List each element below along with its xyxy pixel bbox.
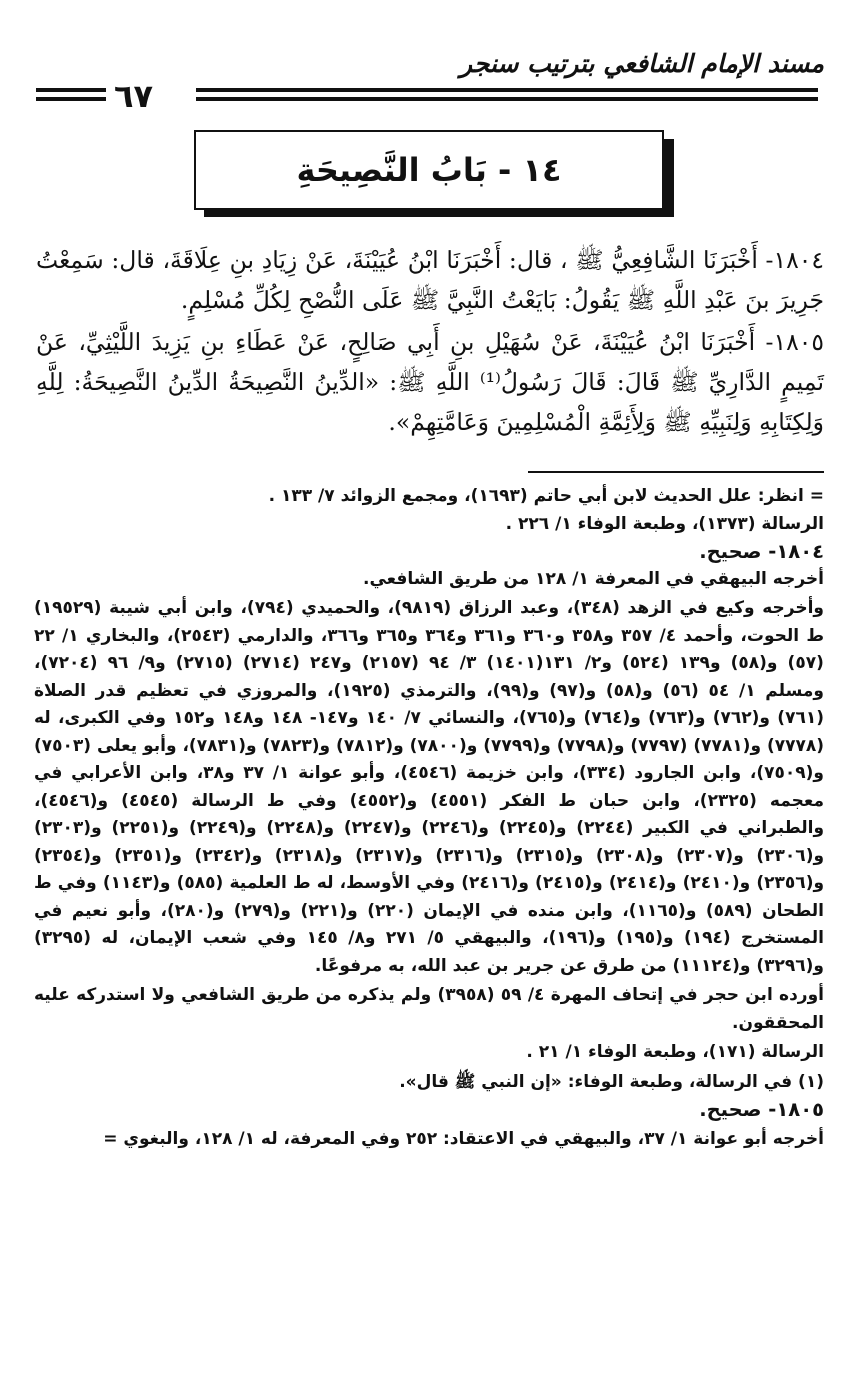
- hadith-1805: [36, 322, 824, 442]
- footnote-line: الرسالة (١٧١)، وطبعة الوفاء ١/ ٢١ .: [526, 1042, 824, 1062]
- footnote-line: الرسالة (١٣٧٣)، وطبعة الوفاء ١/ ٢٢٦ .: [505, 513, 824, 534]
- book-title: مسند الإمام الشافعي بترتيب سنجر: [460, 49, 824, 78]
- footnote-line: = انظر: علل الحديث لابن أبي حاتم (١٦٩٣)، ومجمع الزوائد ٧/ ١٣٣ .: [268, 486, 824, 506]
- footnote-line: أخرجه أبو عوانة ١/ ٣٧، والبيهقي في الاعتقاد: ٢٥٢ وفي المعرفة، له ١/ ١٢٨، والبغوي =: [103, 1128, 824, 1149]
- footnote-line: (١) في الرسالة، وطبعة الوفاء: «إن النبي ﷺ قال».: [399, 1071, 824, 1092]
- footnote-line: أورده ابن حجر في إتحاف المهرة ٤/ ٥٩ (٣٩٥٨) ولم يذكره من طريق الشافعي ولا استدركه عليه المحققون.: [34, 985, 824, 1033]
- page-number: ٦٧: [114, 77, 154, 115]
- footnote-separator: [528, 471, 824, 473]
- footnote-heading: ١٨٠٥- صحيح.: [699, 1098, 824, 1121]
- footnotes: [34, 483, 824, 1153]
- header-rule: [196, 97, 818, 101]
- footnote-line: أخرجه البيهقي في المعرفة ١/ ١٢٨ من طريق الشافعي.: [362, 568, 824, 589]
- footnote-heading: ١٨٠٤- صحيح.: [699, 540, 824, 563]
- header-rule: [196, 88, 818, 92]
- chapter-box: [194, 130, 664, 210]
- hadith-1804: [36, 240, 824, 320]
- footnote-paragraph: وأخرجه وكيع في الزهد (٣٤٨)، وعبد الرزاق (٩٨١٩)، والحميدي (٧٩٤)، وابن أبي شيبة (١٩٥٢٩) ط الحوت، وأحمد ٤/ ٣٥٧ و٣٥٨ و٣٦٠ و٣٦١ و٣٦٤ و٣٦٥ و٣٦٦، والدارمي (٢٥٤٣)، والبخاري ١/ ٢٢ (٥٧) و(٥٨) و١٣٩ (٥٢٤) و٢/ ١٣١(١٤٠١) ٣/ ٩٤ (٢١٥٧) و٢٤٧ (٢٧١٤) (٢٧١٥) و٩/ ٩٦ (٧٢٠٤)، ومسلم ١/ ٥٤ (٥٦) و(٥٨) و(٩٧) و(٩٩)، والترمذي (١٩٢٥)، والمروزي في تعظيم قدر الصلاة (٧٦١) و(٧٦٢) و(٧٦٣) و(٧٦٤) و(٧٦٥)، والنسائي ٧/ ١٤٠ و١٤٧- ١٤٨ و١٤٨ و١٥٢ وفي الكبرى، له (٧٧٧٨) و(٧٧٨١) (٧٧٩٧) و(٧٧٩٨) و(٧٧٩٩) و(٧٨٠٠) و(٧٨١٢) و(٧٨٢٣) و(٧٨٣١)، وأبو يعلى (٧٥٠٣) و(٧٥٠٩)، وابن الجارود (٣٣٤)، وابن خزيمة (٤٥٤٦)، وأبو عوانة ١/ ٣٧ و٣٨، وابن الأعرابي في معجمه (٢٣٢٥)، وابن حبان ط الفكر (٤٥٥١) و(٤٥٥٢) وفي ط الرسالة (٤٥٤٥) و(٤٥٤٦)، والطبراني في الكبير (٢٢٤٤) و(٢٢٤٥) و(٢٢٤٦) و(٢٢٤٧) و(٢٢٤٨) و(٢٢٤٩) و(٢٢٥١) و(٢٣٠٣) و(٢٣٠٦) و(٢٣٠٧) و(٢٣٠٨) و(٢٣١٥) و(٢٣١٦) و(٢٣١٧) و(٢٣١٨) و(٢٣٤٢) و(٢٣٥١) و(٢٣٥٤) و(٢٣٥٦) و(٢٤١٠) و(٢٤١٤) و(٢٤١٥) و(٢٤١٦) وفي الأوسط، له ط العلمية (٥٨٥) و(١١٤٣) وفي ط الطحان (٥٨٩) و(١١٦٥)، وابن منده في الإيمان (٢٢٠) و(٢٢١) و(٢٧٩) و(٢٨٠)، وأبو نعيم في المستخرج (١٩٤) و(١٩٥) و(١٩٦)، والبيهقي ٥/ ٢٧١ و٨/ ١٤٥ وفي شعب الإيمان، له (٣٢٩٥) و(٣٢٩٦) و(١١١٢٤) من طرق عن جرير بن عبد الله، به مرفوعًا.: [34, 598, 825, 976]
- hadith-text: ١٨٠٤- أَخْبَرَنَا الشَّافِعِيُّ ﷺ ، قال: أَخْبَرَنَا ابْنُ عُيَيْنَةَ، عَنْ زِيَادِ بنِ عِلَاقَةَ، قال: سَمِعْتُ جَرِيرَ بنَ عَبْدِ اللَّهِ ﷺ يَقُولُ: بَايَعْتُ النَّبِيَّ ﷺ عَلَى النُّصْحِ لِكُلِّ مُسْلِمٍ.: [36, 246, 824, 314]
- header-rule: [36, 88, 106, 92]
- chapter-title: ١٤ - بَابُ النَّصِيحَةِ: [296, 151, 562, 189]
- header-rule: [36, 97, 106, 101]
- hadith-text: ١٨٠٥- أَخْبَرَنَا ابْنُ عُيَيْنَةَ، عَنْ سُهَيْلِ بنِ أَبِي صَالِحٍ، عَنْ عَطَاءِ بنِ يَزِيدَ اللَّيْثِيِّ، عَنْ تَمِيمٍ الدَّارِيِّ ﷺ قَالَ: قَالَ رَسُولُ⁽¹⁾ اللَّهِ ﷺ: «الدِّينُ النَّصِيحَةُ الدِّينُ النَّصِيحَةُ: لِلَّهِ وَلِكِتَابِهِ وَلِنَبِيِّهِ ﷺ وَلِأَئِمَّةِ الْمُسْلِمِينَ وَعَامَّتِهِمْ».: [36, 328, 824, 436]
